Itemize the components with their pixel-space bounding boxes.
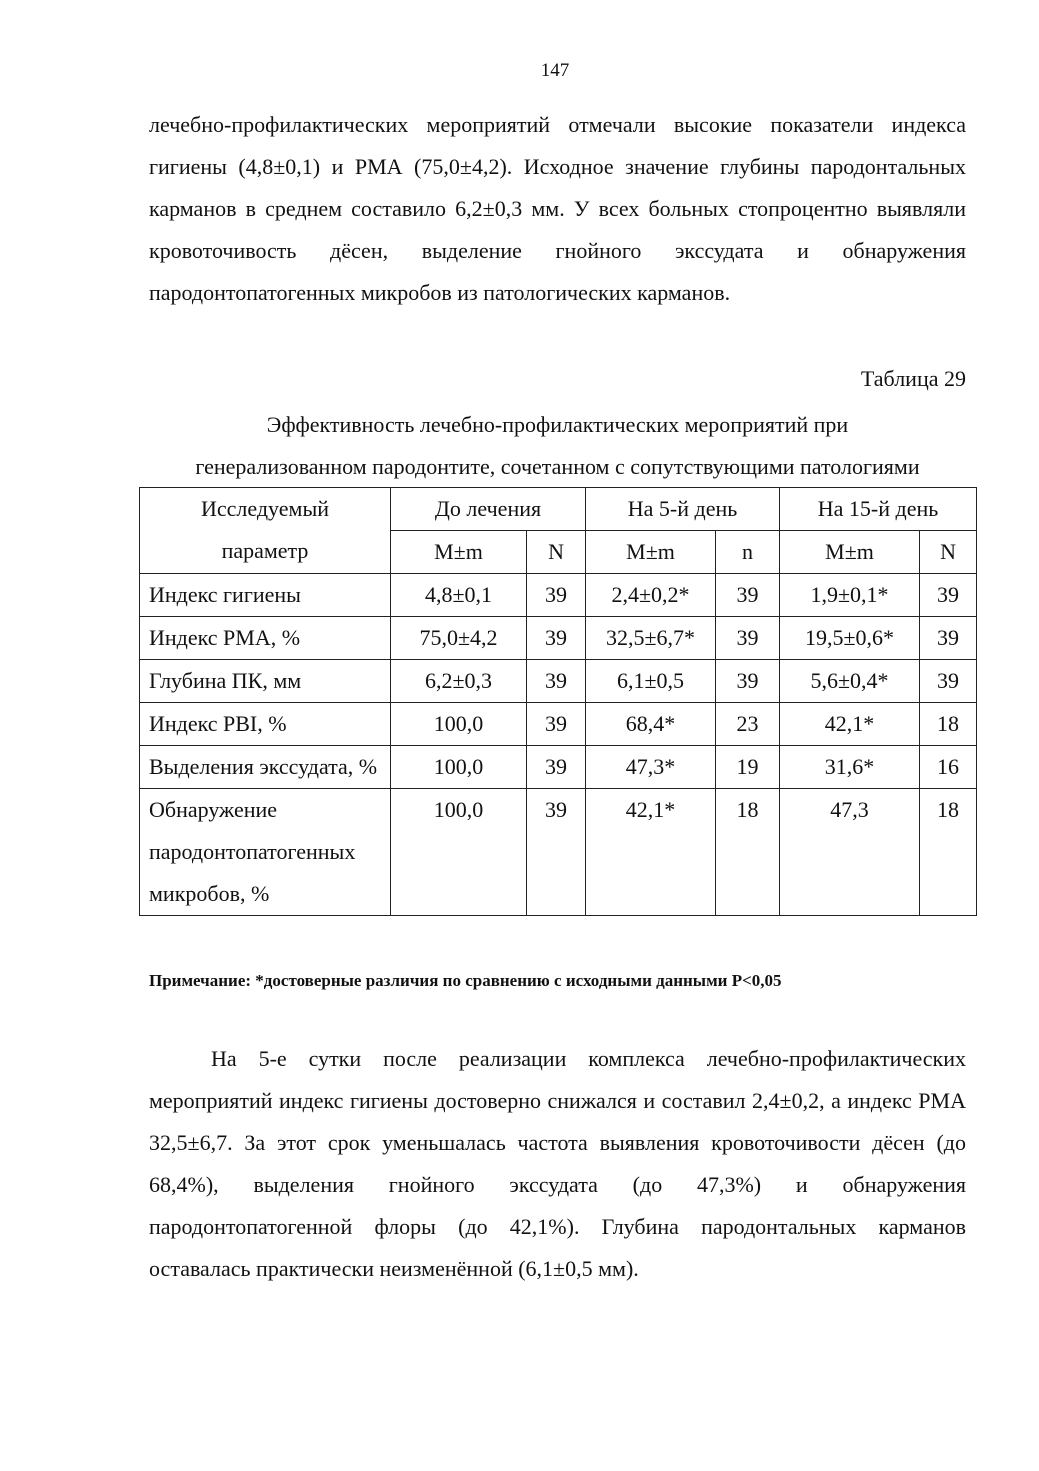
- cell-value: 47,3: [780, 789, 920, 916]
- cell-value: 39: [527, 789, 586, 916]
- cell-value: 42,1*: [586, 789, 716, 916]
- header-sub-mean: M±m: [780, 531, 920, 574]
- results-table: [139, 487, 977, 916]
- table-row: [140, 574, 977, 617]
- cell-value: 39: [920, 660, 977, 703]
- row-param: Обнаружение пародонтопатогенных микробов, %: [140, 789, 391, 916]
- header-param-line-1: Исследуемый: [200, 496, 329, 521]
- cell-value: 100,0: [391, 746, 527, 789]
- header-group-before: До лечения: [391, 488, 586, 531]
- cell-value: 6,2±0,3: [391, 660, 527, 703]
- row-param: Индекс PBI, %: [140, 703, 391, 746]
- paragraph-results: На 5-е сутки после реализации комплекса лечебно-профилактических мероприятий индекс гигиены достоверно снижался и составил 2,4±0,2, а индекс РМА 32,5±6,7. За этот срок уменьшалась частота выявления кровоточивости дёсен (до 68,4%), выделения гнойного экссудата (до 47,3%) и обнаружения пародонтопатогенной флоры (до 42,1%). Глубина пародонтальных карманов оставалась практически неизменённой (6,1±0,5 мм).: [149, 1046, 966, 1281]
- table-row: [140, 617, 977, 660]
- cell-value: 18: [716, 789, 780, 916]
- cell-value: 31,6*: [780, 746, 920, 789]
- cell-value: 18: [920, 789, 977, 916]
- header-group-day15: На 15-й день: [780, 488, 977, 531]
- table-caption: [140, 404, 975, 488]
- table-row: [140, 746, 977, 789]
- cell-value: 4,8±0,1: [391, 574, 527, 617]
- cell-value: 19: [716, 746, 780, 789]
- cell-value: 23: [716, 703, 780, 746]
- table-caption-line-1: Эффективность лечебно-профилактических мероприятий при: [266, 412, 849, 437]
- cell-value: 47,3*: [586, 746, 716, 789]
- header-param-line-2: параметр: [221, 538, 309, 563]
- cell-value: 39: [527, 617, 586, 660]
- header-sub-n: N: [920, 531, 977, 574]
- header-group-day5: На 5-й день: [586, 488, 780, 531]
- cell-value: 39: [716, 660, 780, 703]
- table-caption-line-2: генерализованном пародонтите, сочетанном с сопутствующими патологиями: [195, 454, 920, 479]
- cell-value: 18: [920, 703, 977, 746]
- row-param: Глубина ПК, мм: [140, 660, 391, 703]
- row-param: Индекс РМА, %: [140, 617, 391, 660]
- cell-value: 68,4*: [586, 703, 716, 746]
- table-row: [140, 660, 977, 703]
- cell-value: 39: [920, 574, 977, 617]
- cell-value: 39: [527, 703, 586, 746]
- cell-value: 42,1*: [780, 703, 920, 746]
- header-sub-mean: M±m: [586, 531, 716, 574]
- header-sub-mean: M±m: [391, 531, 527, 574]
- page-number: 147: [540, 60, 570, 81]
- cell-value: 39: [527, 574, 586, 617]
- cell-value: 39: [920, 617, 977, 660]
- table-label: Таблица 29: [860, 366, 966, 391]
- cell-value: 75,0±4,2: [391, 617, 527, 660]
- table-row: [140, 789, 977, 916]
- header-param: [140, 488, 391, 574]
- table-row: [140, 703, 977, 746]
- cell-value: 100,0: [391, 703, 527, 746]
- cell-value: 19,5±0,6*: [780, 617, 920, 660]
- cell-value: 39: [716, 617, 780, 660]
- cell-value: 100,0: [391, 789, 527, 916]
- cell-value: 16: [920, 746, 977, 789]
- cell-value: 39: [527, 660, 586, 703]
- cell-value: 39: [527, 746, 586, 789]
- header-sub-n: n: [716, 531, 780, 574]
- table-header-row-groups: [140, 488, 977, 531]
- cell-value: 32,5±6,7*: [586, 617, 716, 660]
- cell-value: 1,9±0,1*: [780, 574, 920, 617]
- cell-value: 39: [716, 574, 780, 617]
- row-param: Индекс гигиены: [140, 574, 391, 617]
- paragraph-intro: лечебно-профилактических мероприятий отмечали высокие показатели индекса гигиены (4,8±0,1) и РМА (75,0±4,2). Исходное значение глубины пародонтальных карманов в среднем составило 6,2±0,3 мм. У всех больных стопроцентно выявляли кровоточивость дёсен, выделение гнойного экссудата и обнаружения пародонтопатогенных микробов из патологических карманов.: [149, 112, 966, 305]
- header-sub-n: N: [527, 531, 586, 574]
- cell-value: 5,6±0,4*: [780, 660, 920, 703]
- row-param: Выделения экссудата, %: [140, 746, 391, 789]
- cell-value: 2,4±0,2*: [586, 574, 716, 617]
- cell-value: 6,1±0,5: [586, 660, 716, 703]
- table-note: Примечание: *достоверные различия по сравнению с исходными данными P<0,05: [149, 971, 782, 990]
